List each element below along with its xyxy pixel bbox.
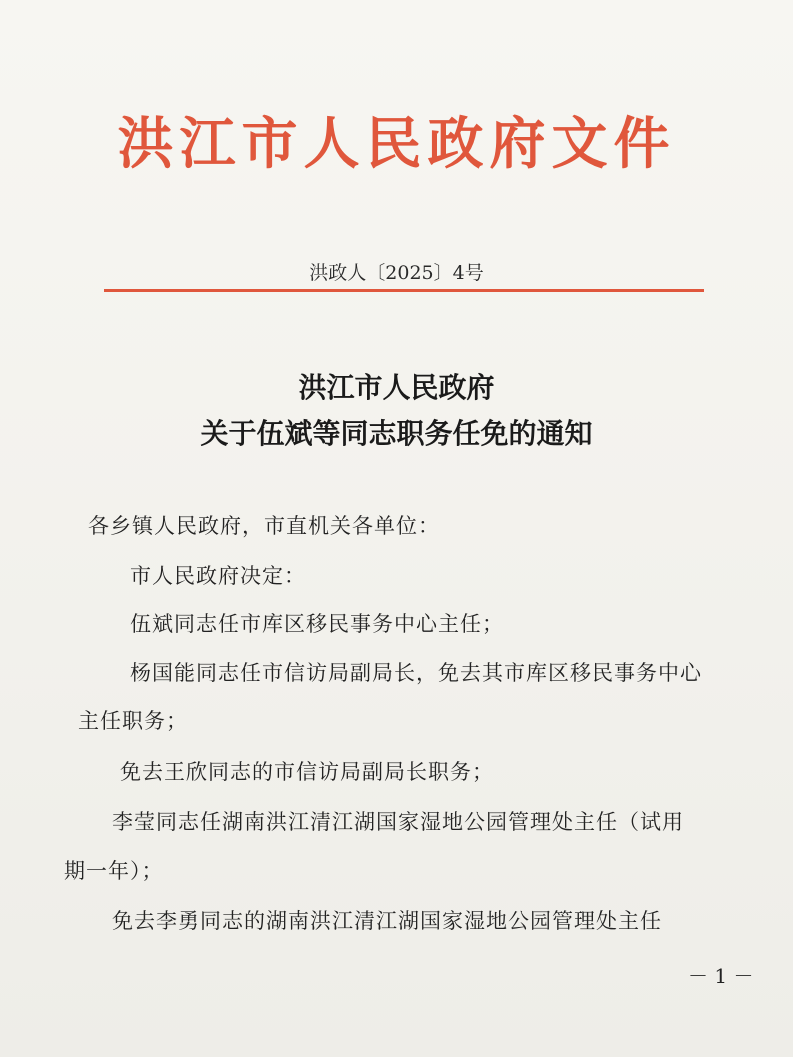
body-line: 免去王欣同志的市信访局副局长职务； [120,760,494,784]
page-number: － 1 － [688,964,754,988]
body-line: 期一年）； [64,859,164,883]
body-line: 主任职务； [78,709,188,733]
body-line: 市人民政府决定： [130,564,306,588]
notice-title-line-2: 关于伍斌等同志职务任免的通知 [200,417,593,450]
body-line: 免去李勇同志的湖南洪江清江湖国家湿地公园管理处主任 [112,909,662,933]
notice-title-line-1: 洪江市人民政府 [298,371,495,404]
document-number: 洪政人〔2025〕4号 [309,262,484,284]
document-header-title: 洪江市人民政府文件 [117,111,676,177]
body-line: 李莹同志任湖南洪江清江湖国家湿地公园管理处主任（试用 [112,810,684,834]
red-divider-line [104,289,704,292]
salutation: 各乡镇人民政府，市直机关各单位： [88,514,440,538]
body-line: 杨国能同志任市信访局副局长，免去其市库区移民事务中心 [130,661,702,685]
body-line: 伍斌同志任市库区移民事务中心主任； [130,612,504,636]
